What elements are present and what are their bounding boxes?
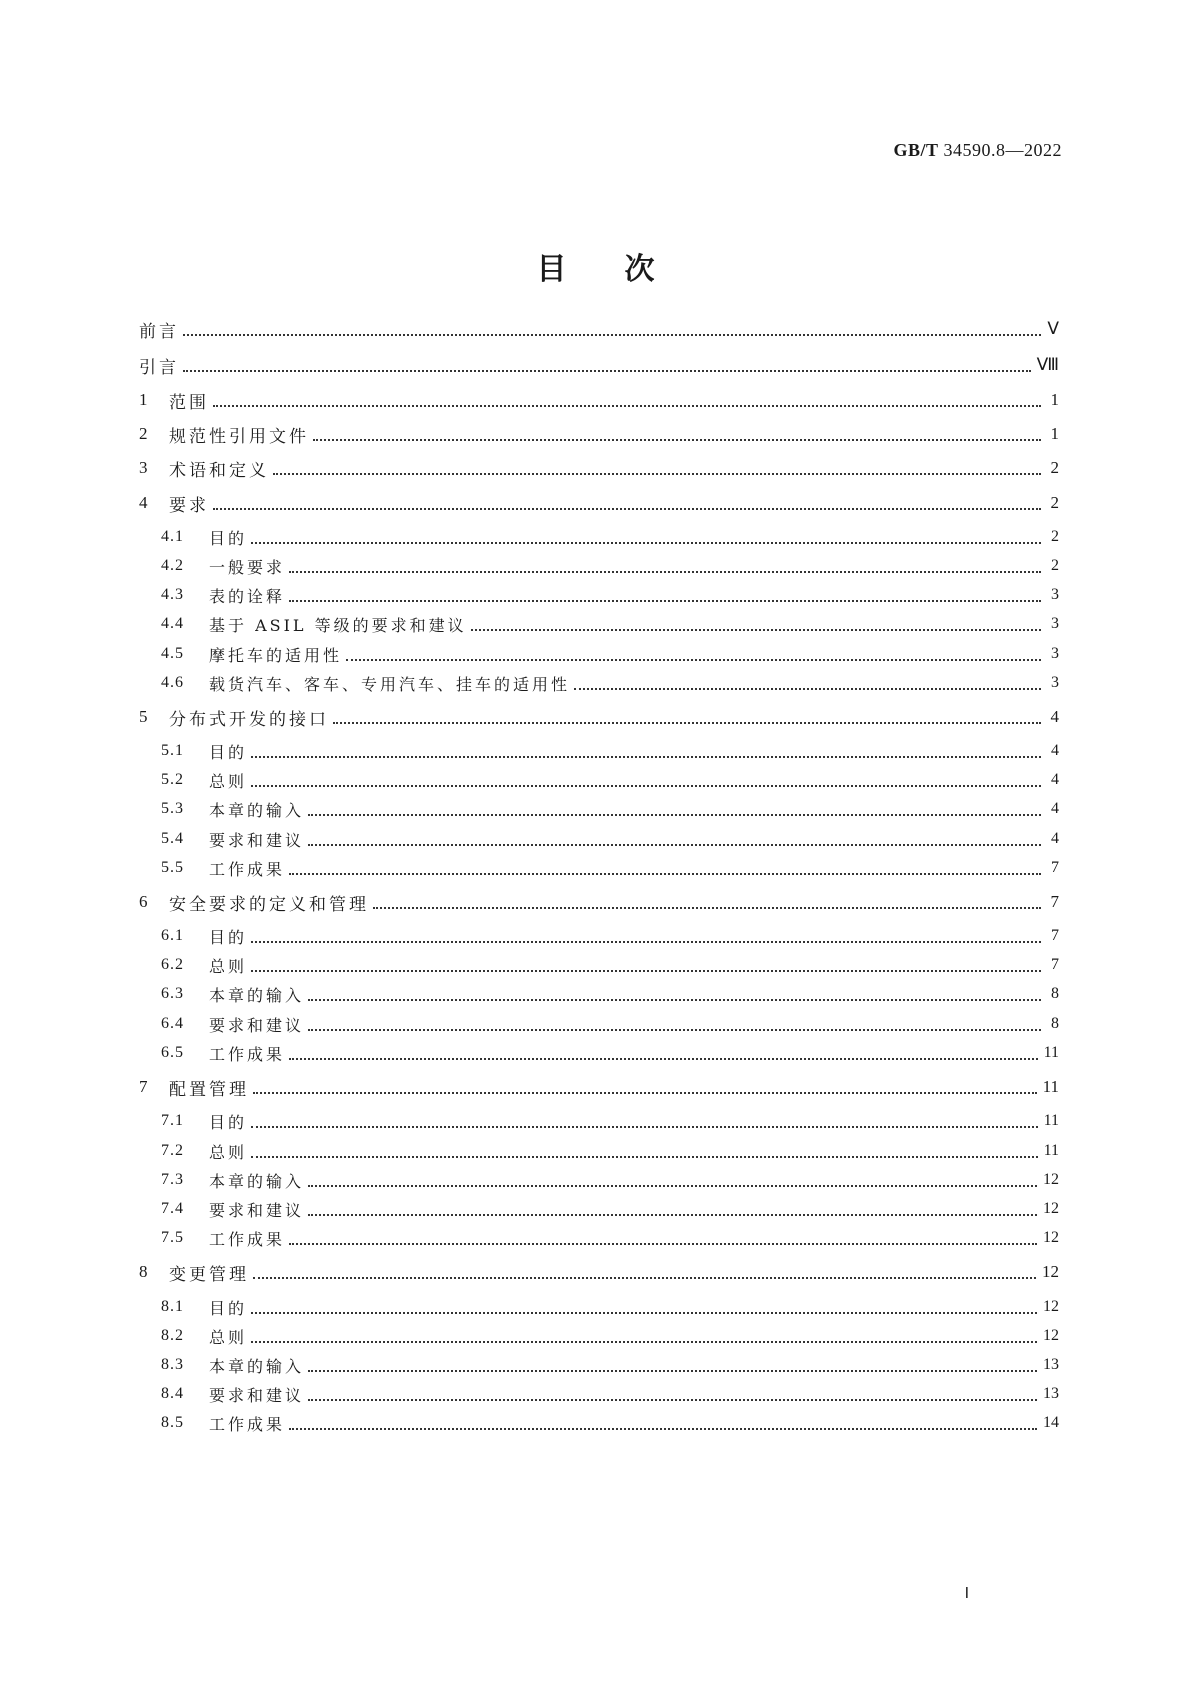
toc-entry-label: 基于 ASIL 等级的要求和建议 [209, 615, 467, 635]
toc-entry-number: 5.2 [161, 771, 184, 788]
page-number: Ⅰ [964, 1586, 969, 1602]
toc-entry-page: Ⅷ [1036, 355, 1059, 374]
toc-entry-label: 总则 [209, 1142, 248, 1162]
toc-entry-label: 目的 [209, 927, 248, 947]
dot-leader [308, 1028, 1041, 1031]
toc-entry-page: 2 [1051, 557, 1059, 574]
toc-entry-page: 11 [1042, 1077, 1059, 1096]
dot-leader [183, 333, 1041, 336]
toc-entry[interactable] [139, 854, 1059, 882]
toc-entry-label: 范围 [169, 392, 209, 413]
toc-entry[interactable] [139, 1322, 1059, 1350]
toc-entry[interactable] [139, 315, 1059, 343]
toc-entry-number: 6.3 [161, 985, 184, 1002]
toc-entry[interactable] [139, 1107, 1059, 1135]
toc-entry-page: 7 [1050, 892, 1059, 911]
toc-entry[interactable] [139, 552, 1059, 580]
toc-entry-number: 7.1 [161, 1112, 184, 1129]
dot-leader [373, 906, 1041, 909]
toc-entry-page: 8 [1051, 1015, 1059, 1032]
toc-entry-page: 2 [1051, 528, 1059, 545]
toc-entry-page: 3 [1051, 645, 1059, 662]
toc-entry-label: 总则 [209, 956, 248, 976]
toc-entry-page: 13 [1043, 1356, 1059, 1373]
toc-entry[interactable] [139, 489, 1059, 517]
dot-leader [213, 404, 1041, 407]
toc-entry-label: 本章的输入 [209, 1171, 305, 1191]
toc-entry-page: 12 [1043, 1200, 1059, 1217]
dot-leader [289, 872, 1041, 875]
toc-entry[interactable] [139, 737, 1059, 765]
toc-entry-page: 2 [1050, 493, 1059, 512]
toc-entry[interactable] [139, 1010, 1059, 1038]
toc-entry-page: 4 [1051, 771, 1059, 788]
toc-entry-label: 总则 [209, 771, 248, 791]
toc-entry[interactable] [139, 454, 1059, 482]
toc-entry[interactable] [139, 951, 1059, 979]
toc-entry-label: 载货汽车、客车、专用汽车、挂车的适用性 [209, 674, 571, 694]
toc-entry-number: 4.6 [161, 674, 184, 691]
toc-entry[interactable] [139, 640, 1059, 668]
toc-entry[interactable] [139, 1380, 1059, 1408]
toc-entry-number: 7.4 [161, 1200, 184, 1217]
page-title: 目次 [536, 252, 713, 287]
toc-entry[interactable] [139, 703, 1059, 731]
toc-entry-page: 7 [1051, 859, 1059, 876]
standard-number: 34590.8—2022 [943, 140, 1062, 160]
toc-entry-number: 7.2 [161, 1142, 184, 1159]
toc-entry-number: 8.2 [161, 1327, 184, 1344]
toc-entry-label: 要求和建议 [209, 830, 305, 850]
toc-entry-page: 4 [1051, 742, 1059, 759]
toc-entry-page: 14 [1043, 1414, 1059, 1431]
dot-leader [213, 507, 1041, 510]
dot-leader [253, 1091, 1037, 1094]
dot-leader [251, 1340, 1037, 1343]
toc-entry-page: 7 [1051, 956, 1059, 973]
dot-leader [289, 570, 1041, 573]
toc-entry-page: 4 [1050, 707, 1059, 726]
toc-entry-number: 8 [139, 1262, 149, 1281]
dot-leader [251, 1125, 1038, 1128]
toc-entry-page: 3 [1051, 615, 1059, 632]
toc-entry-number: 4.2 [161, 557, 184, 574]
toc-entry-number: 8.5 [161, 1414, 184, 1431]
toc-entry[interactable] [139, 351, 1059, 379]
toc-entry-number: 5.4 [161, 830, 184, 847]
toc-entry-label: 引言 [139, 357, 179, 378]
toc-entry-number: 5 [139, 707, 149, 726]
toc-entry-number: 5.1 [161, 742, 184, 759]
dot-leader [308, 1398, 1037, 1401]
toc-entry-label: 总则 [209, 1327, 248, 1347]
toc-entry-label: 表的诠释 [209, 586, 286, 606]
toc-entry-number: 8.1 [161, 1298, 184, 1315]
toc-entry-number: 5.3 [161, 800, 184, 817]
dot-leader [308, 1213, 1037, 1216]
toc-entry[interactable] [139, 1409, 1059, 1437]
dot-leader [313, 438, 1041, 441]
toc-entry-number: 7.5 [161, 1229, 184, 1246]
toc-entry-page: 1 [1050, 390, 1059, 409]
standard-prefix: GB/T [893, 140, 939, 160]
toc-entry[interactable] [139, 523, 1059, 551]
toc-entry-page: 12 [1043, 1327, 1059, 1344]
dot-leader [273, 472, 1041, 475]
toc-entry-page: 4 [1051, 800, 1059, 817]
toc-entry-label: 要求和建议 [209, 1015, 305, 1035]
toc-entry-page: 12 [1043, 1171, 1059, 1188]
toc-entry-page: 13 [1043, 1385, 1059, 1402]
toc-entry-label: 工作成果 [209, 1229, 286, 1249]
toc-entry-number: 4.1 [161, 528, 184, 545]
toc-entry[interactable] [139, 980, 1059, 1008]
toc-entry-label: 工作成果 [209, 1414, 286, 1434]
toc-entry-page: 8 [1051, 985, 1059, 1002]
toc-entry-page: 12 [1043, 1298, 1059, 1315]
dot-leader [251, 1155, 1038, 1158]
toc-entry-label: 要求和建议 [209, 1385, 305, 1405]
toc-entry[interactable] [139, 1258, 1059, 1286]
toc-entry-number: 4.5 [161, 645, 184, 662]
toc-entry-page: 3 [1051, 586, 1059, 603]
toc-entry[interactable] [139, 581, 1059, 609]
dot-leader [289, 599, 1041, 602]
dot-leader [471, 628, 1041, 631]
toc-entry-page: 2 [1050, 458, 1059, 477]
toc-entry-label: 工作成果 [209, 1044, 286, 1064]
toc-entry-page: 12 [1043, 1229, 1059, 1246]
toc-entry[interactable] [139, 420, 1059, 448]
toc-entry-label: 本章的输入 [209, 985, 305, 1005]
toc-entry-page: 12 [1042, 1262, 1059, 1281]
toc-entry[interactable] [139, 1195, 1059, 1223]
toc-entry-number: 8.4 [161, 1385, 184, 1402]
toc-entry-number: 6 [139, 892, 149, 911]
toc-entry-label: 目的 [209, 742, 248, 762]
dot-leader [251, 755, 1041, 758]
toc-entry-label: 目的 [209, 1112, 248, 1132]
toc-entry-label: 分布式开发的接口 [169, 709, 329, 730]
dot-leader [251, 541, 1041, 544]
toc-entry-page: 11 [1043, 1112, 1059, 1129]
toc-entry-page: 4 [1051, 830, 1059, 847]
dot-leader [251, 969, 1041, 972]
toc-entry[interactable] [139, 1293, 1059, 1321]
toc-entry-label: 前言 [139, 321, 179, 342]
toc-entry[interactable] [139, 1073, 1059, 1101]
dot-leader [289, 1242, 1037, 1245]
toc-entry[interactable] [139, 610, 1059, 638]
toc-entry-label: 术语和定义 [169, 460, 269, 481]
toc-entry-number: 6.4 [161, 1015, 184, 1032]
toc-entry-label: 本章的输入 [209, 1356, 305, 1376]
toc-entry[interactable] [139, 669, 1059, 697]
toc-entry[interactable] [139, 888, 1059, 916]
dot-leader [183, 369, 1031, 372]
toc-entry-page: 1 [1050, 424, 1059, 443]
toc-entry-number: 2 [139, 424, 149, 443]
toc-entry-label: 本章的输入 [209, 800, 305, 820]
toc-entry[interactable] [139, 1137, 1059, 1165]
dot-leader [308, 1369, 1037, 1372]
toc-entry-number: 7.3 [161, 1171, 184, 1188]
toc-entry-page: 11 [1043, 1142, 1059, 1159]
toc-entry-number: 3 [139, 458, 149, 477]
toc-entry[interactable] [139, 386, 1059, 414]
toc-entry-label: 要求和建议 [209, 1200, 305, 1220]
toc-entry[interactable] [139, 1039, 1059, 1067]
toc-entry-number: 7 [139, 1077, 149, 1096]
toc-entry-label: 工作成果 [209, 859, 286, 879]
toc-entry[interactable] [139, 1166, 1059, 1194]
toc-entry-number: 4.3 [161, 586, 184, 603]
toc-entry[interactable] [139, 1351, 1059, 1379]
toc-entry-page: 3 [1051, 674, 1059, 691]
toc-entry-number: 6.5 [161, 1044, 184, 1061]
toc-entry-label: 摩托车的适用性 [209, 645, 343, 665]
dot-leader [289, 1427, 1037, 1430]
dot-leader [308, 813, 1041, 816]
toc-entry[interactable] [139, 795, 1059, 823]
table-of-contents [139, 0, 1059, 1685]
dot-leader [308, 998, 1041, 1001]
dot-leader [251, 784, 1041, 787]
dot-leader [289, 1057, 1038, 1060]
toc-entry-label: 变更管理 [169, 1264, 249, 1285]
toc-entry-label: 一般要求 [209, 557, 286, 577]
toc-entry-label: 要求 [169, 495, 209, 516]
toc-entry[interactable] [139, 922, 1059, 950]
toc-entry[interactable] [139, 825, 1059, 853]
toc-entry-page: 7 [1051, 927, 1059, 944]
toc-entry-page: Ⅴ [1047, 319, 1059, 338]
dot-leader [251, 940, 1041, 943]
toc-entry[interactable] [139, 1224, 1059, 1252]
toc-entry-number: 1 [139, 390, 149, 409]
toc-entry-label: 目的 [209, 1298, 248, 1318]
toc-entry-number: 5.5 [161, 859, 184, 876]
dot-leader [308, 1184, 1037, 1187]
dot-leader [346, 658, 1041, 661]
dot-leader [574, 687, 1041, 690]
dot-leader [333, 721, 1041, 724]
toc-entry-page: 11 [1043, 1044, 1059, 1061]
toc-entry-number: 8.3 [161, 1356, 184, 1373]
dot-leader [308, 843, 1041, 846]
toc-entry-number: 6.1 [161, 927, 184, 944]
toc-entry-label: 规范性引用文件 [169, 426, 309, 447]
toc-entry-label: 目的 [209, 528, 248, 548]
dot-leader [253, 1276, 1036, 1279]
toc-entry-label: 安全要求的定义和管理 [169, 894, 369, 915]
toc-entry[interactable] [139, 766, 1059, 794]
toc-entry-number: 4 [139, 493, 149, 512]
toc-entry-number: 4.4 [161, 615, 184, 632]
dot-leader [251, 1311, 1037, 1314]
toc-entry-label: 配置管理 [169, 1079, 249, 1100]
toc-entry-number: 6.2 [161, 956, 184, 973]
